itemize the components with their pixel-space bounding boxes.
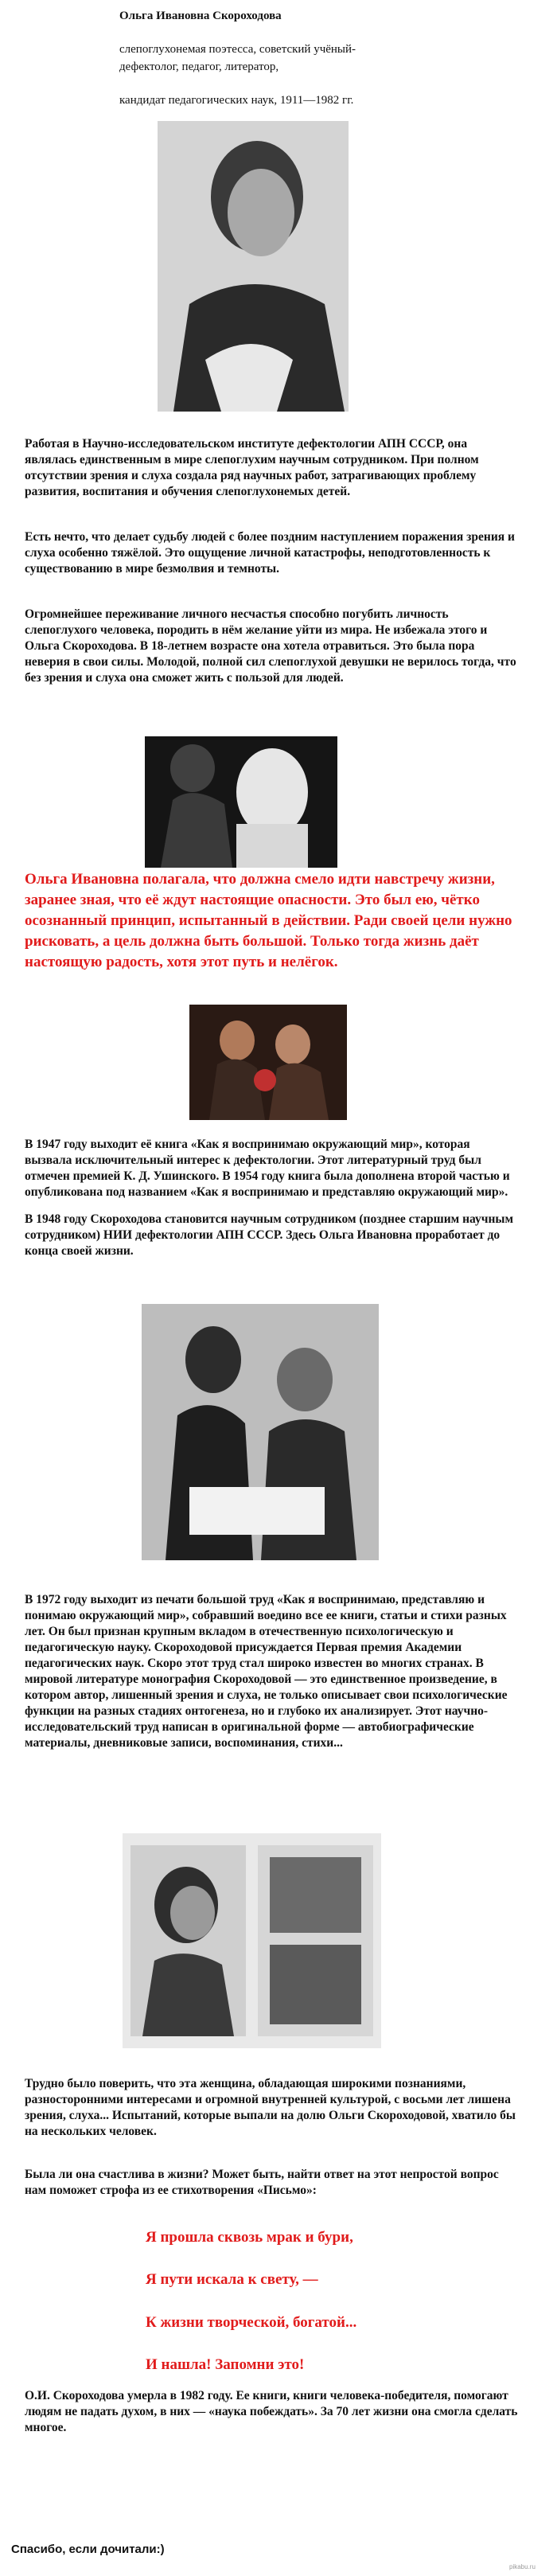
- paragraph-1947: В 1947 году выходит её книга «Как я воспринимаю окружающий мир», которая вызвала исключительный интерес к дефектологии. Этот литературный труд был отмечен премией К. Д. Ушинского. В 1954 году книга была дополнена второй частью и опубликована под названием «Как я воспринимаю и представляю окружающий мир».: [25, 1138, 510, 1199]
- paragraph-catastrophe: Есть нечто, что делает судьбу людей с более поздним наступлением поражения зрения и слуха особенно тяжёлой. Это ощущение личной катастрофы, неподготовленность к существованию в мире безмолвия и темноты.: [25, 530, 515, 576]
- colleague-photo: [142, 1304, 379, 1560]
- description-line-1: слепоглухонемая поэтесса, советский учёный-: [119, 43, 356, 56]
- paragraph-hardships: Трудно было поверить, что эта женщина, обладающая широкими познаниями, разносторонними интересами и огромной внутренней культурой, с восьми лет лишена зрения, слуха... Испытаний, которые выпали на долю Ольги Скороходовой, хватило бы на нескольких человек.: [25, 2077, 516, 2138]
- poem-line-2: Я пути искала к свету, —: [146, 2271, 318, 2288]
- person-name: Ольга Ивановна Скороходова: [119, 10, 282, 22]
- quote-red: Ольга Ивановна полагала, что должна смело идти навстречу жизни, заранее зная, что её ждут настоящие опасности. Это был ею, чётко осознанный принцип, испытанный в действии. Ради своей цели нужно рисковать, а цель должна быть большой. Только тогда жизнь даёт настоящую радость, хотя этот путь и нелёгок.: [25, 871, 512, 970]
- poem-line-4: И нашла! Запомни это!: [146, 2356, 305, 2373]
- portrait-photo: [158, 121, 349, 412]
- paragraph-legacy: О.И. Скороходова умерла в 1982 году. Ее книги, книги человека-победителя, помогают людям не падать духом, в них — «наука побеждать». За 70 лет жизни она смогла сделать многое.: [25, 2389, 518, 2434]
- book-pages-photo: [123, 1833, 381, 2048]
- poem-line-1: Я прошла сквозь мрак и бури,: [146, 2229, 353, 2246]
- thanks-text: Спасибо, если дочитали:): [11, 2543, 165, 2556]
- paragraph-despair: Огромнейшее переживание личного несчастья способно погубить личность слепоглухого человека, породить в нём желание уйти из мира. Не избежала этого и Ольга Скороходова. В 18-летнем возрасте она хотела отравиться. Это была пора неверия в свои силы. Молодой, полной сил слепоглухой девушки не верилось тогда, что без зрения и слуха она сможет жить с пользой для людей.: [25, 607, 516, 685]
- two-women-photo: [189, 1005, 347, 1120]
- paragraph-1972: В 1972 году выходит из печати большой труд «Как я воспринимаю, представляю и понимаю окружающий мир», собравший воедино все ее книги, статьи и стихи разных лет. Он был признан крупным вкладом в отечественную психологическую и педагогическую науку. Скороходовой присуждается Первая премия Академии педагогических наук. Скоро этот труд стал широко известен во многих странах. В мировой литературе монография Скороходовой — это единственное произведение, в котором автор, лишенный зрения и слуха, не только описывает свои психологические функции на разных стадиях онтогенеза, но и глубоко их анализирует. Этот научно-исследовательский труд написан в оригинальной форме — автобиографические материалы, дневниковые записи, воспоминания, стихи...: [25, 1593, 508, 1750]
- description-line-2: дефектолог, педагог, литератор,: [119, 60, 279, 73]
- watermark: pikabu.ru: [509, 2563, 536, 2570]
- sculpting-photo: [145, 736, 337, 868]
- description-line-3: кандидат педагогических наук, 1911—1982 гг.: [119, 94, 354, 107]
- paragraph-1948: В 1948 году Скороходова становится научным сотрудником (позднее старшим научным сотрудником) НИИ дефектологии АПН СССР. Здесь Ольга Ивановна проработает до конца своей жизни.: [25, 1212, 514, 1258]
- paragraph-happiness: Была ли она счастлива в жизни? Может быть, найти ответ на этот непростой вопрос нам поможет строфа из ее стихотворения «Письмо»:: [25, 2168, 499, 2197]
- paragraph-institute: Работая в Научно-исследовательском институте дефектологии АПН СССР, она являлась единственным в мире слепоглухим научным сотрудником. При полном отсутствии зрения и слуха создала ряд научных работ, затрагивающих проблему развития, воспитания и обучения слепоглухонемых детей.: [25, 437, 479, 498]
- poem-line-3: К жизни творческой, богатой...: [146, 2314, 357, 2331]
